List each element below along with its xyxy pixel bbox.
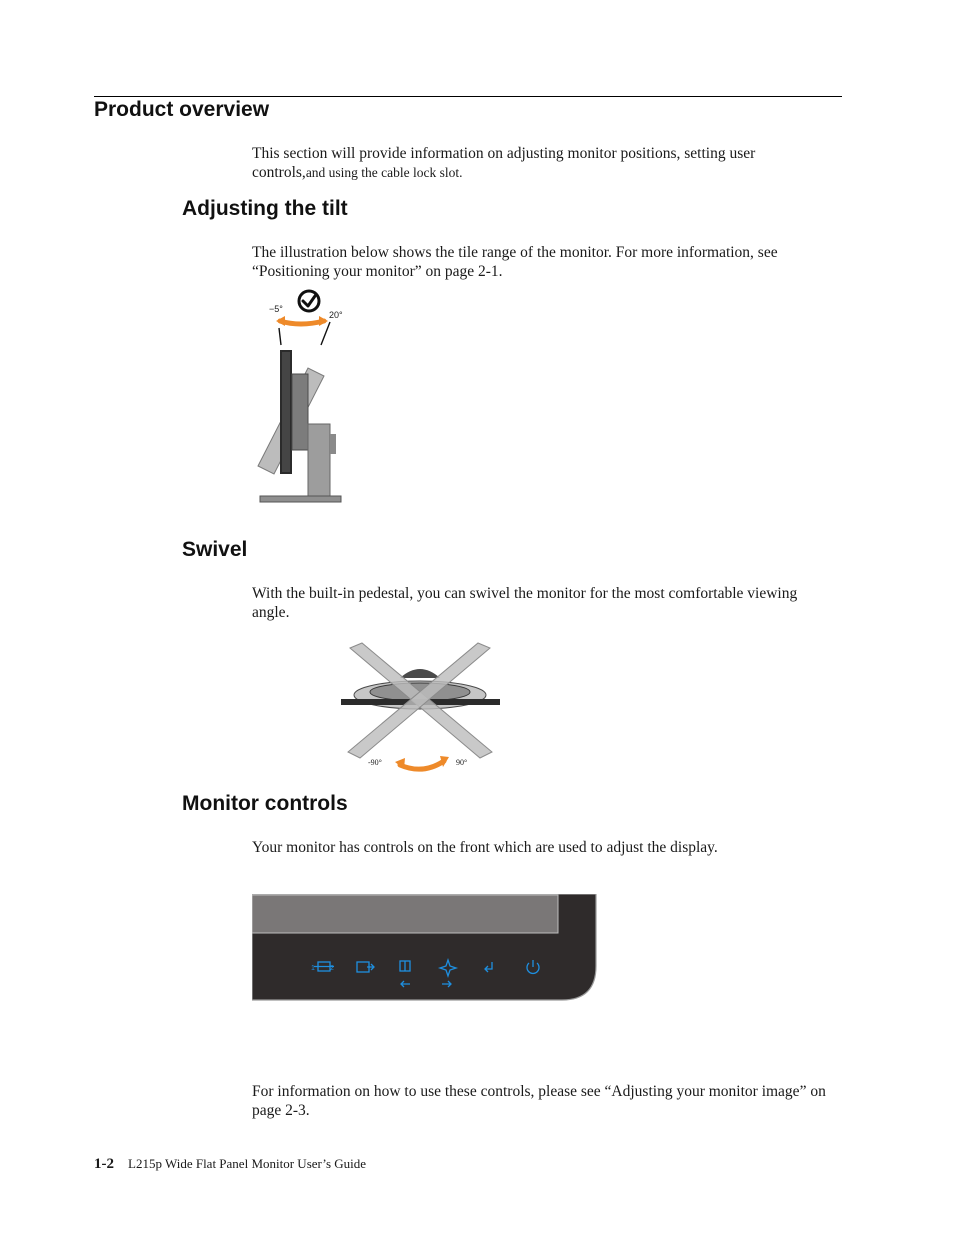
controls-reference-text: For information on how to use these controls, please see “Adjusting your monitor image” on page 2-3. xyxy=(252,1083,826,1119)
controls-heading: Monitor controls xyxy=(182,792,348,815)
swivel-label-left: -90° xyxy=(368,758,382,767)
swivel-heading: Swivel xyxy=(182,538,248,561)
screen-area xyxy=(252,895,558,933)
input-number-1: 1 xyxy=(311,965,315,972)
tilt-illustration xyxy=(252,288,362,506)
swivel-arc xyxy=(400,761,444,769)
tilt-arc xyxy=(280,321,324,324)
stand-neck xyxy=(308,424,330,498)
page-number: 1-2 xyxy=(94,1156,114,1172)
swivel-text: With the built-in pedestal, you can swivel the monitor for the most comfortable viewing angle. xyxy=(252,585,798,621)
input-number-2: 2 xyxy=(330,965,334,972)
controls-illustration xyxy=(252,894,598,1004)
tilt-label-front: 20° xyxy=(329,310,343,320)
page-title: Product overview xyxy=(94,98,270,121)
check-icon xyxy=(299,291,319,311)
guide-title: L215p Wide Flat Panel Monitor User’s Guide xyxy=(128,1156,367,1171)
stand-base xyxy=(260,496,341,502)
overview-text xyxy=(252,145,832,182)
overview-text-tail: and using the cable lock slot. xyxy=(305,164,463,180)
overview-text-main: This section will provide information on adjusting monitor positions, setting user controls, xyxy=(252,145,756,181)
swivel-illustration xyxy=(338,640,503,776)
tilt-label-back: −5° xyxy=(269,304,283,314)
tilt-heading: Adjusting the tilt xyxy=(182,197,348,220)
controls-text: Your monitor has controls on the front which are used to adjust the display. xyxy=(252,839,718,856)
page-footer xyxy=(94,1156,366,1173)
top-rule xyxy=(94,96,842,97)
swivel-label-right: 90° xyxy=(456,758,468,767)
tilt-text: The illustration below shows the tile range of the monitor. For more information, see “Positioning your monitor” on page 2-1. xyxy=(252,244,778,280)
